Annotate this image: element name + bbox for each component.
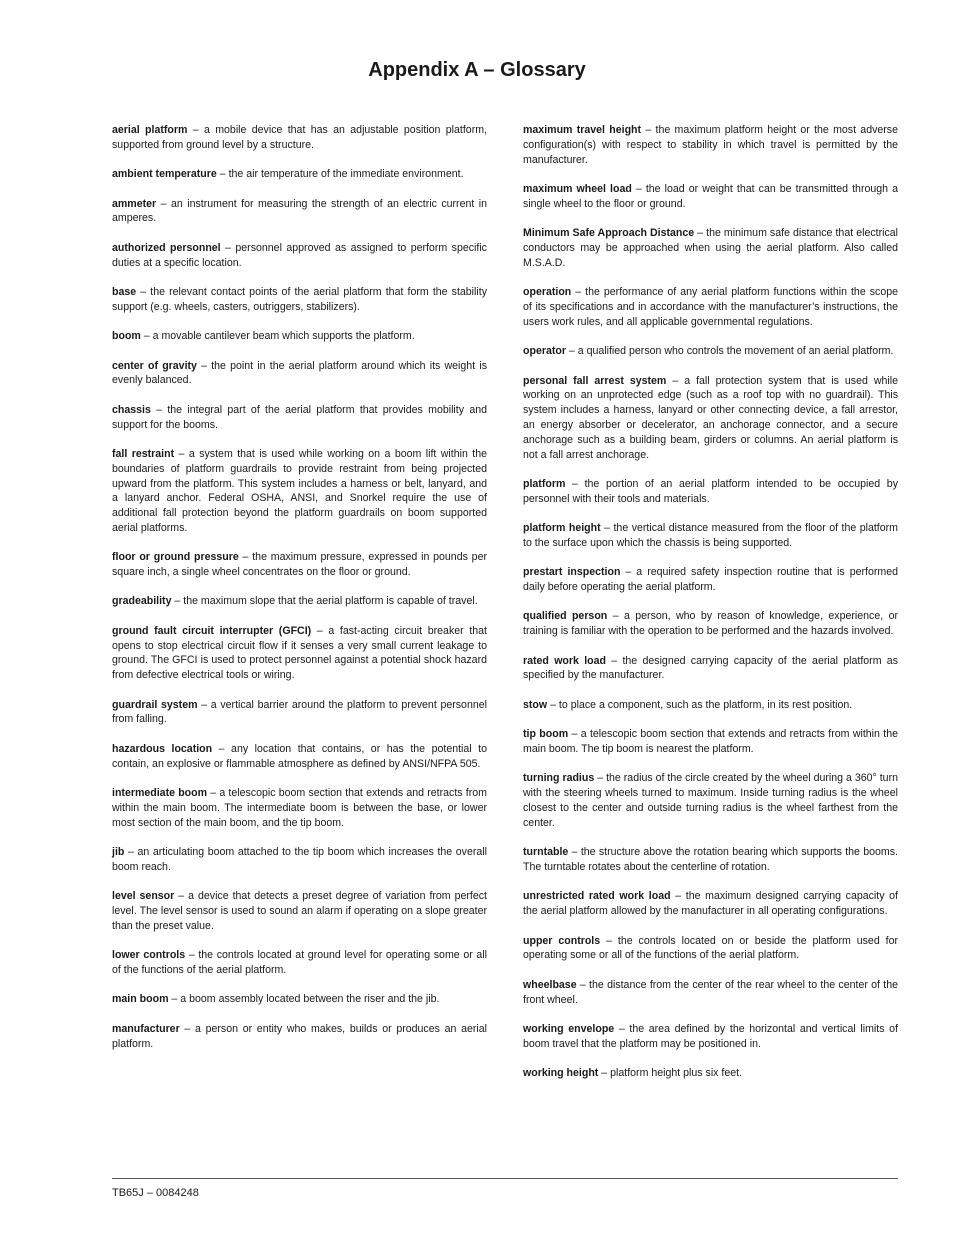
glossary-term: rated work load — [523, 654, 606, 667]
glossary-term: authorized personnel — [112, 241, 221, 254]
glossary-entry — [523, 609, 898, 639]
glossary-entry — [112, 594, 487, 609]
glossary-definition: – the controls located on or beside the platform used for operating some or all of the functions of the aerial platform. — [523, 934, 898, 962]
glossary-definition: – the integral part of the aerial platform that provides mobility and support for the booms. — [112, 403, 487, 431]
glossary-term: upper controls — [523, 934, 601, 947]
glossary-entry — [112, 197, 487, 227]
glossary-term: ammeter — [112, 197, 157, 210]
glossary-term: ambient temperature — [112, 168, 217, 181]
glossary-entry — [523, 226, 898, 270]
glossary-entry — [523, 654, 898, 684]
glossary-entry — [523, 889, 898, 919]
glossary-definition: – a person or entity who makes, builds or produces an aerial platform. — [112, 1022, 487, 1050]
glossary-term: operation — [523, 286, 572, 299]
glossary-definition: – the radius of the circle created by the wheel during a 360° turn with the steering wheels turned to maximum. Inside turning radius is the wheel closest to the center and outside turning radius is the wheel farthest from the center. — [523, 772, 898, 829]
glossary-definition: – the portion of an aerial platform intended to be occupied by personnel with their tools and materials. — [523, 477, 898, 505]
glossary-entry — [112, 359, 487, 389]
glossary-definition: – a telescopic boom section that extends and retracts from within the main boom. The intermediate boom is between the base, or lower most section of the main boom, and the tip boom. — [112, 787, 487, 829]
glossary-term: hazardous location — [112, 742, 213, 755]
glossary-term: fall restraint — [112, 447, 175, 460]
glossary-definition: – the point in the aerial platform around which its weight is evenly balanced. — [112, 359, 487, 387]
glossary-entry — [112, 550, 487, 580]
glossary-term: Minimum Safe Approach Distance — [523, 227, 695, 240]
glossary-entry — [523, 1066, 898, 1081]
glossary-definition: – to place a component, such as the platform, in its rest position. — [547, 698, 853, 711]
glossary-definition: – the area defined by the horizontal and vertical limits of boom travel that the platform may be positioned in. — [523, 1022, 898, 1050]
glossary-term: main boom — [112, 993, 169, 1006]
glossary-definition: – an articulating boom attached to the tip boom which increases the overall boom reach. — [112, 846, 487, 873]
glossary-entry — [523, 477, 898, 507]
glossary-entry — [112, 845, 487, 875]
glossary-definition: – the designed carrying capacity of the aerial platform as specified by the manufacturer. — [523, 654, 898, 682]
glossary-entry — [523, 1022, 898, 1052]
glossary-definition: – a device that detects a preset degree of variation from perfect level. The level sensor is used to sound an alarm if operating on a slope greater than the preset value. — [112, 890, 487, 932]
glossary-entry — [112, 786, 487, 830]
glossary-term: manufacturer — [112, 1022, 180, 1035]
glossary-definition: – the maximum slope that the aerial platform is capable of travel. — [171, 595, 478, 608]
glossary-term: base — [112, 285, 137, 298]
glossary-entry — [112, 403, 487, 433]
glossary-entry — [112, 167, 487, 182]
glossary-entry — [523, 978, 898, 1008]
glossary-entry — [523, 182, 898, 212]
glossary-term: wheelbase — [523, 978, 577, 991]
glossary-term: maximum travel height — [523, 124, 642, 136]
glossary-entry — [523, 565, 898, 595]
glossary-term: tip boom — [523, 728, 569, 741]
glossary-definition: – personnel approved as assigned to perform specific duties at a specific location. — [112, 241, 487, 269]
glossary-definition: – the air temperature of the immediate environment. — [216, 168, 464, 181]
glossary-entry — [112, 329, 487, 344]
glossary-entry — [112, 948, 487, 978]
glossary-term: boom — [112, 330, 141, 343]
glossary-entry — [523, 698, 898, 713]
glossary-term: platform — [523, 477, 566, 490]
glossary-term: level sensor — [112, 890, 175, 903]
glossary-term: operator — [523, 345, 566, 358]
glossary-entry — [523, 374, 898, 463]
glossary-definition: – a fall protection system that is used while working on an unprotected edge (such as a roof top with no guardrail). This system includes a harness, lanyard or other connecting device, a fall arrestor, an energy absorber or decelerator, an anchorage connector, and a secure anchorage such as a building beam, girders or columns. An aerial platform is not a fall arrest anchorage. — [523, 374, 898, 461]
glossary-term: jib — [112, 846, 125, 858]
glossary-term: turntable — [523, 846, 569, 859]
glossary-entry — [112, 447, 487, 536]
glossary-entry — [523, 344, 898, 359]
glossary-definition: – a person, who by reason of knowledge, experience, or training is familiar with the operation to be performed and the hazards involved. — [523, 610, 898, 638]
glossary-term: chassis — [112, 403, 151, 416]
glossary-definition: – a movable cantilever beam which supports the platform. — [140, 330, 415, 343]
glossary-definition: – the distance from the center of the rear wheel to the center of the front wheel. — [523, 978, 898, 1006]
page-title: Appendix A – Glossary — [368, 59, 586, 81]
glossary-term: unrestricted rated work load — [523, 890, 671, 903]
footer-divider — [112, 1178, 898, 1179]
glossary-definition: – platform height plus six feet. — [598, 1067, 743, 1080]
glossary-definition: – the maximum pressure, expressed in pounds per square inch, a single wheel concentrates on the floor or ground. — [112, 551, 487, 579]
glossary-right-column — [523, 123, 898, 1096]
glossary-term: ground fault circuit interrupter (GFCI) — [112, 624, 312, 637]
glossary-term: lower controls — [112, 949, 186, 962]
glossary-entry — [112, 889, 487, 933]
glossary-definition: – a vertical barrier around the platform to prevent personnel from falling. — [112, 698, 487, 726]
glossary-entry — [112, 285, 487, 315]
glossary-definition: – a fast-acting circuit breaker that opens to stop electrical circuit flow if it senses a very small current leakage to ground. The GFCI is used to protect personnel against a potential shock hazard from defective electrical tools or wiring. — [112, 624, 487, 682]
glossary-definition: – the performance of any aerial platform functions within the scope of its specifications and in accordance with the manufacturer’s instructions, the users work rules, and all applicable governmental regulations. — [523, 286, 898, 328]
glossary-entry — [523, 727, 898, 757]
glossary-definition: – the maximum platform height or the most adverse configuration(s) with respect to stability in which travel is permitted by the manufacturer. — [523, 124, 898, 166]
glossary-definition: – the relevant contact points of the aerial platform that form the stability support (e.g. wheels, casters, outriggers, stabilizers). — [112, 285, 487, 313]
glossary-entry — [112, 1022, 487, 1052]
glossary-definition: – the load or weight that can be transmitted through a single wheel to the floor or ground. — [523, 182, 898, 210]
glossary-entry — [112, 241, 487, 271]
glossary-definition: – an instrument for measuring the strength of an electric current in amperes. — [112, 197, 487, 225]
glossary-term: stow — [523, 698, 548, 711]
glossary-entry — [523, 845, 898, 875]
glossary-term: maximum wheel load — [523, 182, 632, 195]
glossary-entry — [112, 992, 487, 1007]
glossary-definition: – a system that is used while working on a boom lift within the boundaries of platform guardrails to provide restraint from being projected upward from the platform. This system includes a harness or belt, lanyard, and a lanyard anchor. Federal OSHA, ANSI, and Snorkel require the use of additional fall protection beyond the platform guardrails on boom supported aerial platforms. — [112, 447, 488, 534]
glossary-term: qualified person — [523, 610, 608, 623]
glossary-definition: – a mobile device that has an adjustable position platform, supported from ground level by a structure. — [112, 124, 487, 151]
glossary-definition: – the vertical distance measured from the floor of the platform to the surface upon which the chassis is being supported. — [523, 522, 898, 549]
glossary-term: guardrail system — [112, 698, 198, 711]
glossary-term: platform height — [523, 522, 601, 535]
glossary-entry — [523, 123, 898, 167]
glossary-entry — [523, 285, 898, 329]
glossary-entry — [523, 771, 898, 830]
glossary-entry — [112, 624, 487, 683]
glossary-definition: – the minimum safe distance that electrical conductors may be approached when using the aerial platform. Also called M.S.A.D. — [523, 227, 898, 269]
glossary-term: floor or ground pressure — [112, 551, 239, 564]
glossary-term: personal fall arrest system — [523, 374, 667, 387]
glossary-term: gradeability — [112, 595, 172, 608]
glossary-term: turning radius — [523, 772, 595, 785]
glossary-term: aerial platform — [112, 124, 188, 136]
glossary-term: prestart inspection — [523, 566, 621, 579]
glossary-definition: – the controls located at ground level for operating some or all of the functions of the aerial platform. — [112, 949, 487, 976]
glossary-definition: – a qualified person who controls the movement of an aerial platform. — [565, 345, 894, 358]
glossary-definition: – a telescopic boom section that extends and retracts from within the main boom. The tip boom is nearest the platform. — [523, 728, 899, 756]
footer-document-number: TB65J – 0084248 — [112, 1187, 199, 1199]
glossary-entry — [523, 521, 898, 551]
glossary-term: working height — [523, 1067, 599, 1080]
glossary-definition: – the structure above the rotation bearing which supports the booms. The turntable rotates about the centerline of rotation. — [523, 846, 898, 873]
glossary-entry — [112, 698, 487, 728]
glossary-entry — [112, 742, 487, 772]
glossary-definition: – a boom assembly located between the riser and the jib. — [168, 993, 440, 1006]
glossary-entry — [112, 123, 487, 153]
glossary-term: intermediate boom — [112, 787, 208, 800]
glossary-definition: – the maximum designed carrying capacity of the aerial platform allowed by the manufacturer in all operating configurations. — [523, 890, 898, 918]
glossary-definition: – a required safety inspection routine that is performed daily before operating the aerial platform. — [523, 566, 898, 594]
glossary-left-column — [112, 123, 487, 1066]
glossary-term: center of gravity — [112, 359, 197, 372]
glossary-definition: – any location that contains, or has the potential to contain, an explosive or flammable atmosphere as defined by ANSI/NFPA 505. — [112, 742, 487, 770]
glossary-term: working envelope — [523, 1022, 615, 1035]
glossary-entry — [523, 934, 898, 964]
